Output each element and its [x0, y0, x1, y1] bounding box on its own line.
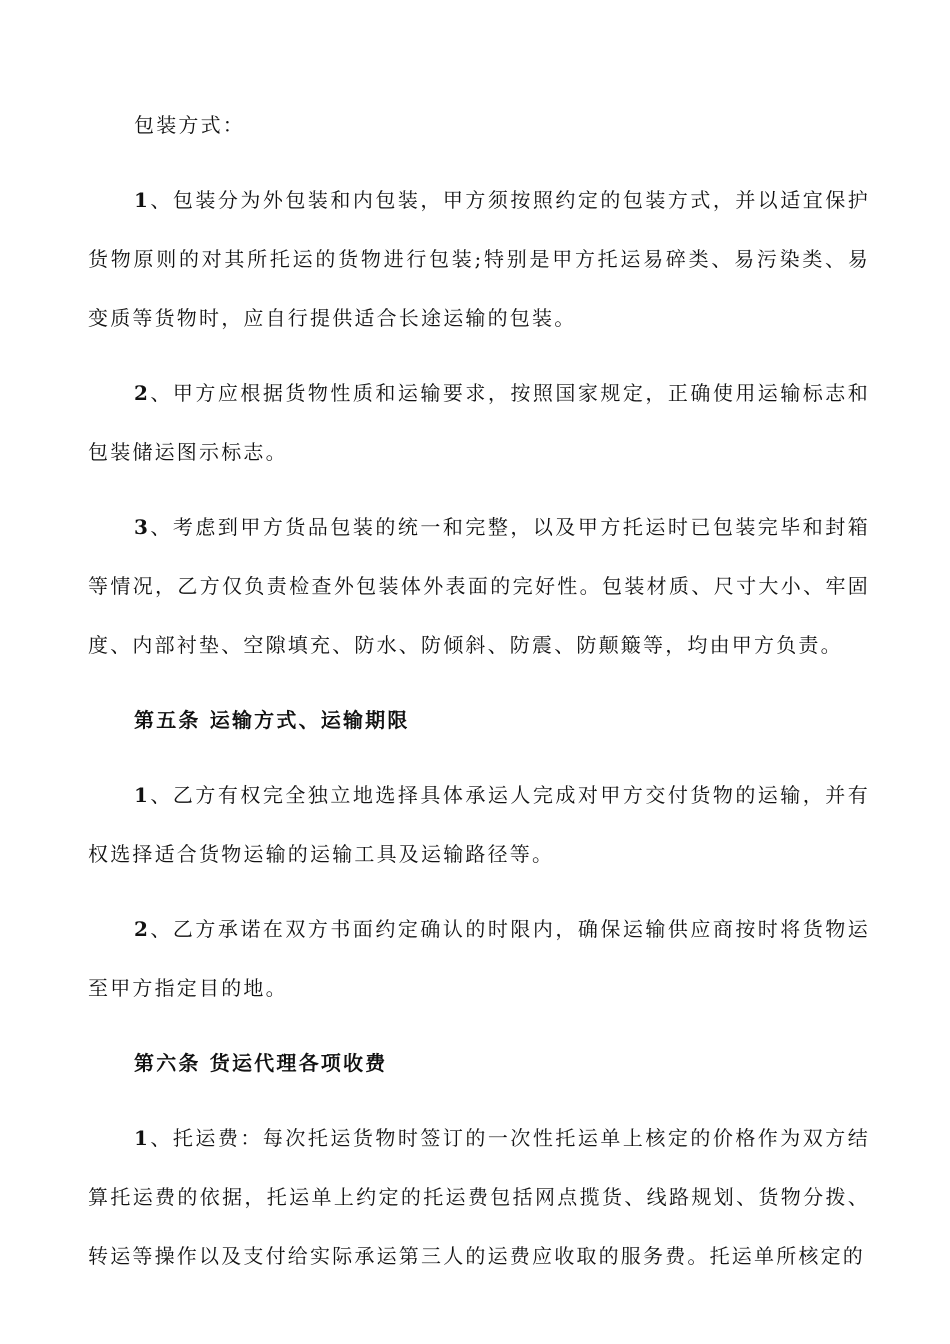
article-5-item-1: [88, 766, 870, 884]
item-text: 、包装分为外包装和内包装，甲方须按照约定的包装方式，并以适宜保护货物原则的对其所托运的货物进行包装;特别是甲方托运易碎类、易污染类、易变质等货物时，应自行提供适合长途运输的包装。: [88, 188, 870, 330]
packaging-item-3: [88, 498, 870, 675]
item-text: 、托运费：每次托运货物时签订的一次性托运单上核定的价格作为双方结算托运费的依据，托运单上约定的托运费包括网点揽货、线路规划、货物分拨、转运等操作以及支付给实际承运第三人的运费应收取的服务费。托运单所核定的: [88, 1126, 870, 1268]
item-number: 2: [134, 917, 151, 941]
spacer: [88, 348, 870, 364]
spacer: [88, 1093, 870, 1109]
packaging-item-1: [88, 171, 870, 348]
item-text: 、考虑到甲方货品包装的统一和完整，以及甲方托运时已包装完毕和封箱等情况，乙方仅负责检查外包装体外表面的完好性。包装材质、尺寸大小、牢固度、内部衬垫、空隙填充、防水、防倾斜、防震、防颠簸等，均由甲方负责。: [88, 515, 870, 657]
spacer: [88, 750, 870, 766]
document-page: [88, 96, 870, 1286]
spacer: [88, 155, 870, 171]
item-text: 、乙方有权完全独立地选择具体承运人完成对甲方交付货物的运输，并有权选择适合货物运输的运输工具及运输路径等。: [88, 783, 870, 866]
article-6-heading: 第六条 货运代理各项收费: [134, 1051, 388, 1075]
packaging-item-2: [88, 364, 870, 482]
article-6-item-1: [88, 1109, 870, 1286]
spacer: [88, 482, 870, 498]
item-text: 、乙方承诺在双方书面约定确认的时限内，确保运输供应商按时将货物运至甲方指定目的地。: [88, 917, 870, 1000]
item-number: 1: [134, 188, 151, 212]
spacer: [88, 675, 870, 691]
item-text: 、甲方应根据货物性质和运输要求，按照国家规定，正确使用运输标志和包装储运图示标志。: [88, 381, 870, 464]
spacer: [88, 884, 870, 900]
item-number: 1: [134, 783, 151, 807]
article-5-item-2: [88, 900, 870, 1018]
item-number: 3: [134, 515, 151, 539]
item-number: 2: [134, 381, 151, 405]
packaging-label: 包装方式：: [134, 113, 245, 137]
spacer: [88, 1018, 870, 1034]
item-number: 1: [134, 1126, 151, 1150]
article-5-heading: 第五条 运输方式、运输期限: [134, 708, 410, 732]
